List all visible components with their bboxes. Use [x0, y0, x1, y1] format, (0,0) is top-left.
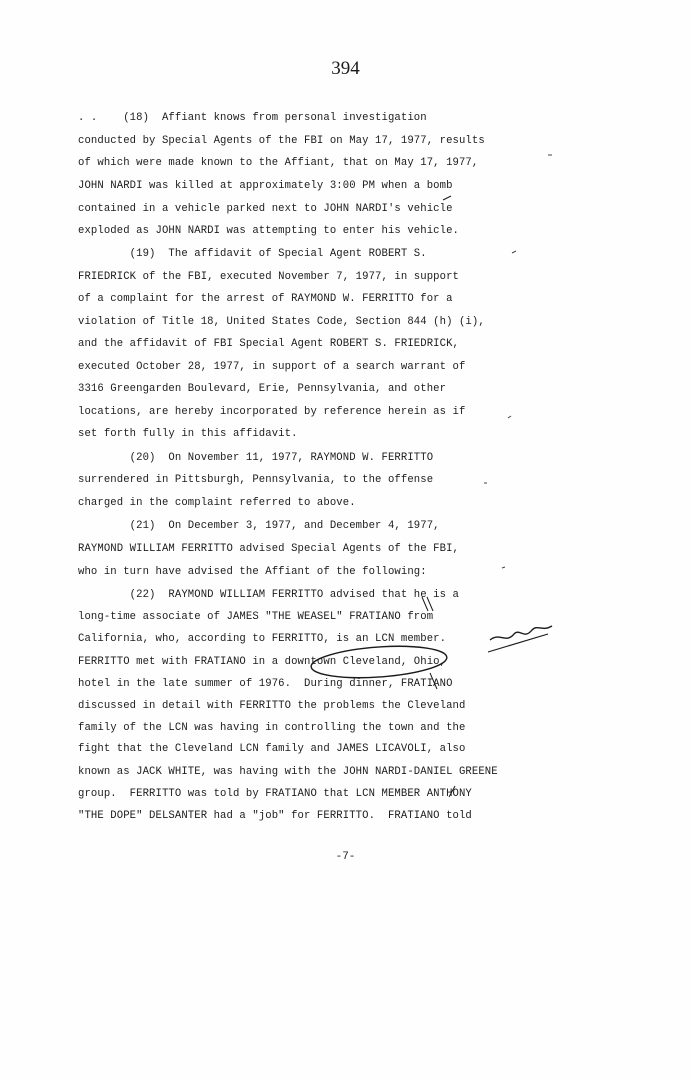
text-line: FERRITTO met with FRATIANO in a downtown Cleveland, Ohio,: [78, 656, 447, 668]
text-line: and the affidavit of FBI Special Agent ROBERT S. FRIEDRICK,: [78, 338, 459, 350]
text-line: who in turn have advised the Affiant of the following:: [78, 566, 427, 578]
ink-circle-annotation: [310, 642, 448, 681]
text-line: of which were made known to the Affiant, that on May 17, 1977,: [78, 157, 479, 169]
text-line: charged in the complaint referred to above.: [78, 497, 356, 509]
text-line: (20) On November 11, 1977, RAYMOND W. FERRITTO: [78, 452, 434, 464]
text-line: executed October 28, 1977, in support of a search warrant of: [78, 361, 466, 373]
text-line: contained in a vehicle parked next to JOHN NARDI's vehicle: [78, 203, 453, 215]
text-line: (22) RAYMOND WILLIAM FERRITTO advised that he is a: [78, 589, 459, 601]
text-line: of a complaint for the arrest of RAYMOND W. FERRITTO for a: [78, 293, 453, 305]
text-line: 3316 Greengarden Boulevard, Erie, Pennsylvania, and other: [78, 383, 447, 395]
text-line: violation of Title 18, United States Code, Section 844 (h) (i),: [78, 316, 485, 328]
text-line: California, who, according to FERRITTO, is an LCN member.: [78, 633, 447, 645]
text-line: RAYMOND WILLIAM FERRITTO advised Special Agents of the FBI,: [78, 543, 459, 555]
text-line: (19) The affidavit of Special Agent ROBERT S.: [78, 248, 427, 260]
ink-mark: [443, 196, 451, 200]
ink-mark: [449, 786, 455, 797]
text-line: exploded as JOHN NARDI was attempting to enter his vehicle.: [78, 225, 459, 237]
text-line: family of the LCN was having in controlling the town and the: [78, 722, 466, 734]
page-number: 394: [331, 58, 360, 79]
handwritten-scribble: [490, 626, 552, 640]
text-line: discussed in detail with FERRITTO the problems the Cleveland: [78, 700, 466, 712]
text-line: . . (18) Affiant knows from personal investigation: [78, 112, 427, 124]
text-line: set forth fully in this affidavit.: [78, 428, 298, 440]
text-line: surrendered in Pittsburgh, Pennsylvania, to the offense: [78, 474, 434, 486]
ink-mark: [422, 597, 433, 611]
ink-mark: [430, 673, 437, 689]
text-line: group. FERRITTO was told by FRATIANO that LCN MEMBER ANTHONY: [78, 788, 472, 800]
text-line: "THE DOPE" DELSANTER had a "job" for FERRITTO. FRATIANO told: [78, 810, 472, 822]
text-line: conducted by Special Agents of the FBI on May 17, 1977, results: [78, 135, 485, 147]
text-line: JOHN NARDI was killed at approximately 3:00 PM when a bomb: [78, 180, 453, 192]
text-line: (21) On December 3, 1977, and December 4, 1977,: [78, 520, 440, 532]
specks: [484, 155, 552, 568]
text-line: long-time associate of JAMES "THE WEASEL" FRATIANO from: [78, 611, 434, 623]
text-line: fight that the Cleveland LCN family and JAMES LICAVOLI, also: [78, 743, 466, 755]
text-line: hotel in the late summer of 1976. During dinner, FRATIANO: [78, 678, 453, 690]
text-line: known as JACK WHITE, was having with the JOHN NARDI-DANIEL GREENE: [78, 766, 498, 778]
text-line: FRIEDRICK of the FBI, executed November 7, 1977, in support: [78, 271, 459, 283]
page-footer: -7-: [335, 851, 356, 863]
text-line: locations, are hereby incorporated by reference herein as if: [78, 406, 466, 418]
